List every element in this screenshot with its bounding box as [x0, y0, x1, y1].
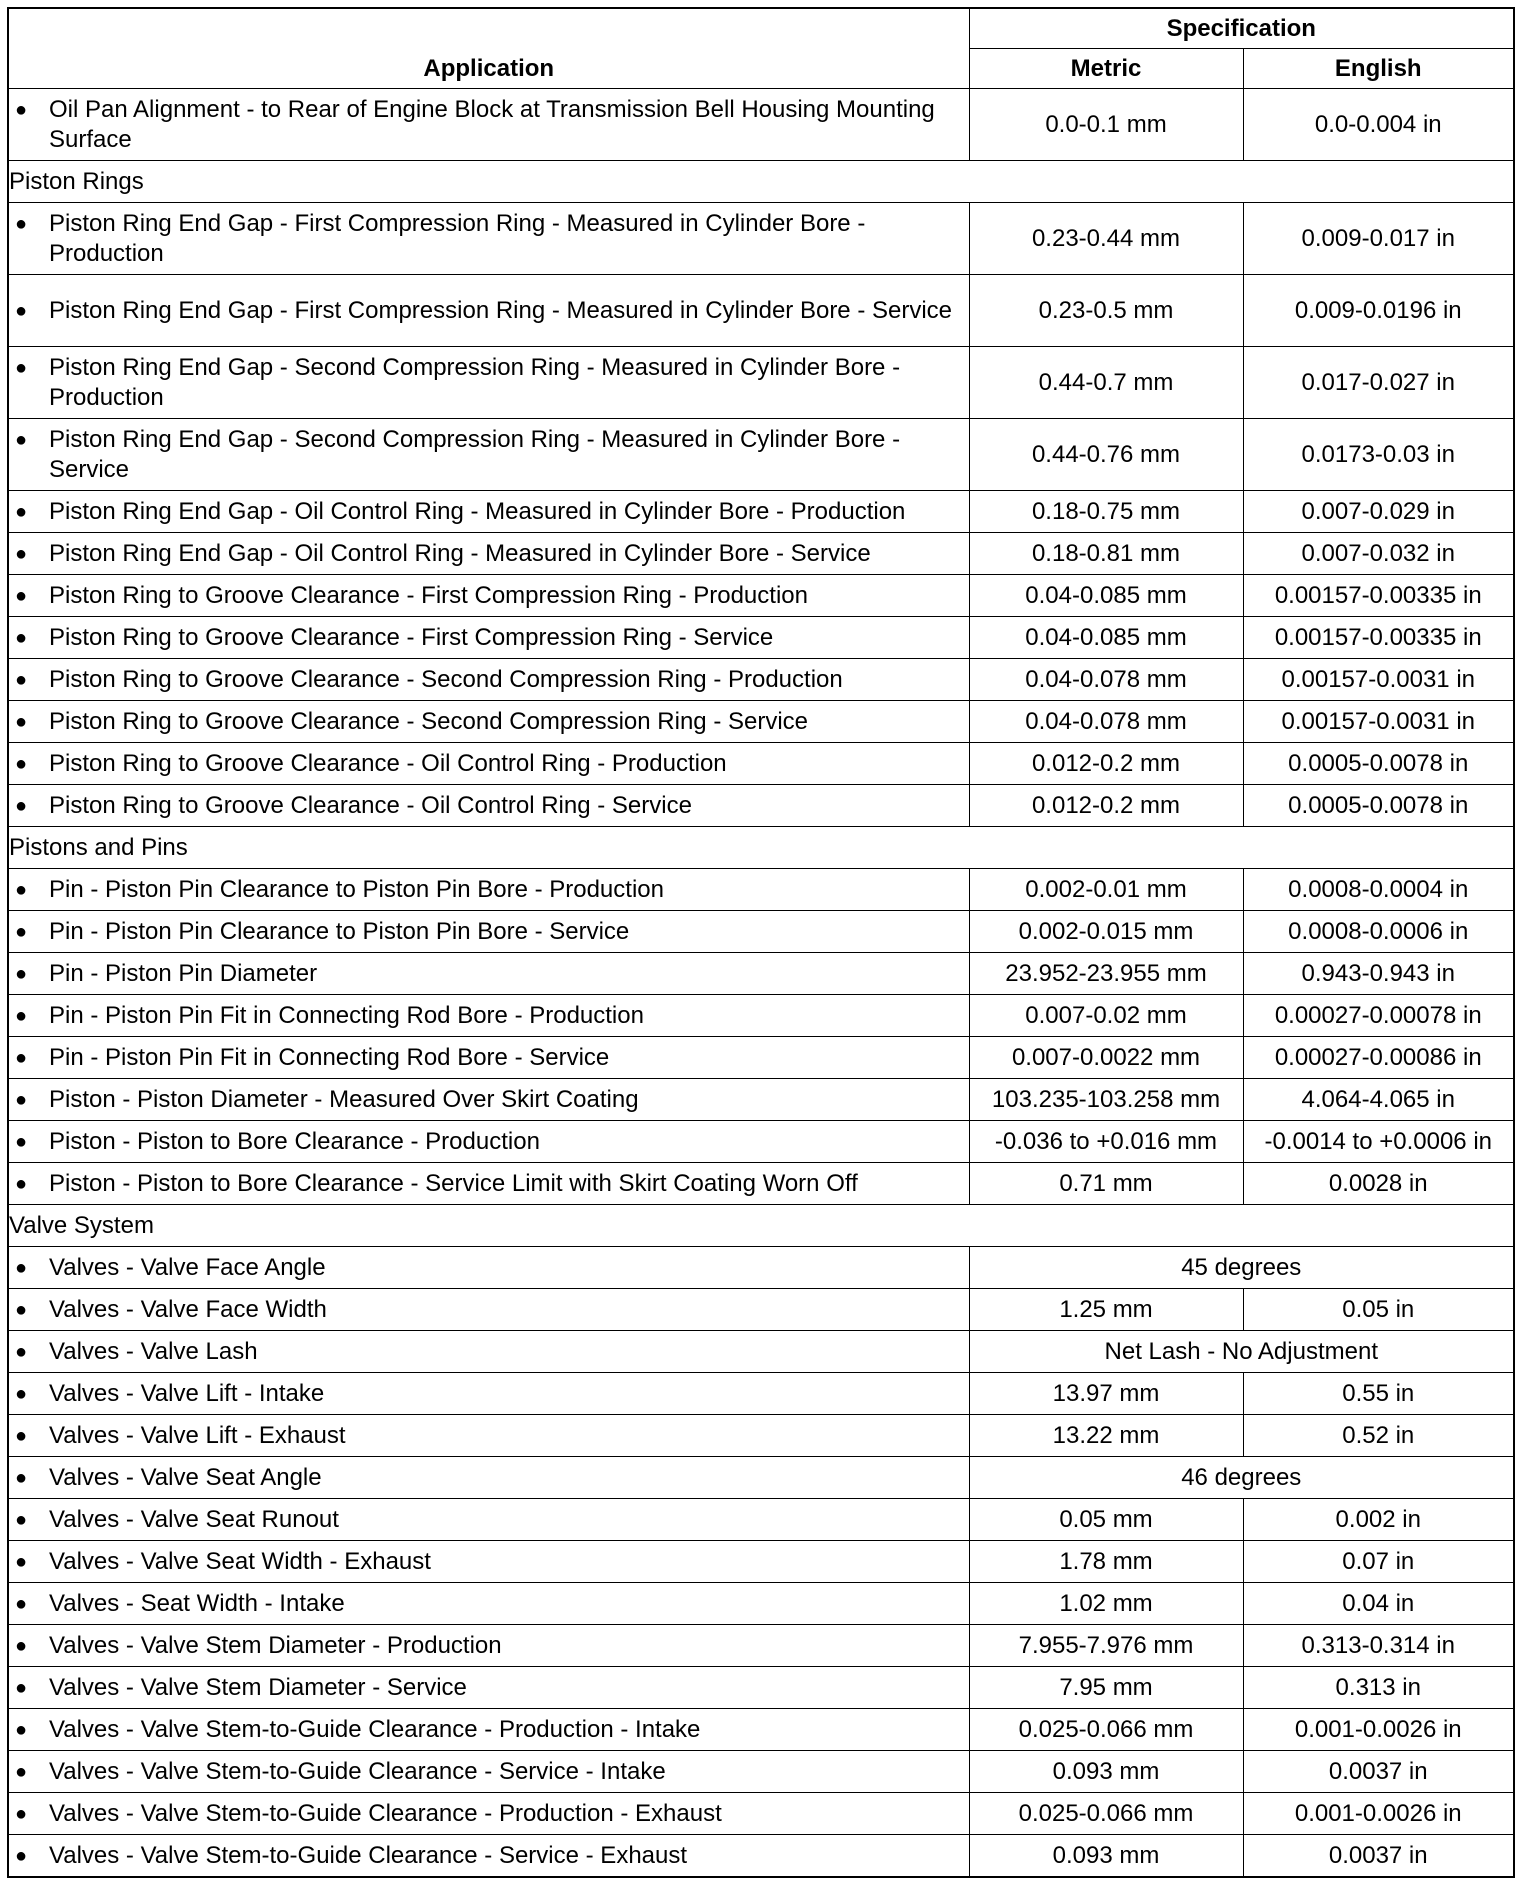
table-row [8, 1079, 1514, 1121]
table-row [8, 953, 1514, 995]
table-row [8, 1373, 1514, 1415]
application-text: Valves - Valve Face Angle [49, 1253, 326, 1281]
application-cell [8, 617, 969, 659]
application-cell [8, 533, 969, 575]
metric-cell: 0.05 mm [969, 1499, 1243, 1541]
table-row [8, 575, 1514, 617]
english-cell: 4.064-4.065 in [1243, 1079, 1514, 1121]
application-cell [8, 1541, 969, 1583]
application-text: Piston Ring to Groove Clearance - First Compression Ring - Service [49, 623, 774, 651]
header-row-top [8, 8, 1514, 49]
application-cell [8, 89, 969, 161]
bullet-icon: ● [15, 584, 28, 607]
bullet-icon: ● [15, 752, 28, 775]
combined-spec-cell: Net Lash - No Adjustment [969, 1331, 1514, 1373]
metric-cell: 0.007-0.0022 mm [969, 1037, 1243, 1079]
metric-cell: 1.02 mm [969, 1583, 1243, 1625]
application-text: Pin - Piston Pin Clearance to Piston Pin Bore - Service [49, 917, 630, 945]
application-cell [8, 1331, 969, 1373]
application-text: Piston Ring to Groove Clearance - Second Compression Ring - Service [49, 707, 809, 735]
metric-cell: 0.71 mm [969, 1163, 1243, 1205]
metric-cell: 0.18-0.81 mm [969, 533, 1243, 575]
application-cell [8, 1835, 969, 1878]
application-text: Piston Ring End Gap - First Compression Ring - Measured in Cylinder Bore - Service [49, 296, 953, 324]
bullet-icon: ● [15, 1592, 28, 1615]
table-row [8, 1751, 1514, 1793]
metric-cell: 0.04-0.078 mm [969, 659, 1243, 701]
table-row [8, 1121, 1514, 1163]
bullet-icon: ● [15, 668, 28, 691]
application-cell [8, 1289, 969, 1331]
application-cell [8, 1037, 969, 1079]
english-cell: 0.007-0.029 in [1243, 491, 1514, 533]
table-row [8, 911, 1514, 953]
application-cell [8, 1373, 969, 1415]
metric-cell: 0.0-0.1 mm [969, 89, 1243, 161]
table-row [8, 1793, 1514, 1835]
english-cell: 0.943-0.943 in [1243, 953, 1514, 995]
bullet-icon: ● [15, 500, 28, 523]
table-row [8, 785, 1514, 827]
english-cell: 0.0005-0.0078 in [1243, 743, 1514, 785]
section-row [8, 161, 1514, 203]
english-cell: 0.0028 in [1243, 1163, 1514, 1205]
bullet-icon: ● [15, 1424, 28, 1447]
english-cell: 0.0005-0.0078 in [1243, 785, 1514, 827]
application-text: Pin - Piston Pin Diameter [49, 959, 318, 987]
english-cell: 0.0037 in [1243, 1751, 1514, 1793]
application-text: Piston Ring End Gap - Second Compression Ring - Measured in Cylinder Bore - Production [49, 353, 901, 411]
metric-cell: 23.952-23.955 mm [969, 953, 1243, 995]
application-cell [8, 659, 969, 701]
bullet-icon: ● [15, 1256, 28, 1279]
application-cell [8, 1625, 969, 1667]
bullet-icon: ● [15, 1550, 28, 1573]
application-cell [8, 1583, 969, 1625]
application-cell [8, 203, 969, 275]
english-cell: 0.007-0.032 in [1243, 533, 1514, 575]
table-row [8, 203, 1514, 275]
metric-cell: 0.23-0.5 mm [969, 275, 1243, 347]
metric-cell: 0.04-0.085 mm [969, 617, 1243, 659]
application-text: Valves - Valve Lift - Exhaust [49, 1421, 346, 1449]
application-cell [8, 1247, 969, 1289]
english-cell: 0.313 in [1243, 1667, 1514, 1709]
metric-cell: 0.007-0.02 mm [969, 995, 1243, 1037]
application-text: Valves - Valve Seat Runout [49, 1505, 339, 1533]
table-row [8, 1541, 1514, 1583]
application-text: Piston Ring End Gap - First Compression Ring - Measured in Cylinder Bore - Production [49, 209, 866, 267]
bullet-icon: ● [15, 356, 28, 379]
application-cell [8, 995, 969, 1037]
bullet-icon: ● [15, 98, 28, 121]
table-row [8, 275, 1514, 347]
bullet-icon: ● [15, 626, 28, 649]
application-text: Pin - Piston Pin Clearance to Piston Pin Bore - Production [49, 875, 664, 903]
bullet-icon: ● [15, 1088, 28, 1111]
metric-cell: 7.95 mm [969, 1667, 1243, 1709]
bullet-icon: ● [15, 542, 28, 565]
bullet-icon: ● [15, 1802, 28, 1825]
table-row [8, 1163, 1514, 1205]
bullet-icon: ● [15, 1844, 28, 1867]
application-cell [8, 347, 969, 419]
table-row [8, 869, 1514, 911]
english-cell: 0.0037 in [1243, 1835, 1514, 1878]
bullet-icon: ● [15, 1340, 28, 1363]
english-cell: 0.55 in [1243, 1373, 1514, 1415]
section-title: Valve System [8, 1205, 1514, 1247]
metric-cell: 0.18-0.75 mm [969, 491, 1243, 533]
table-row [8, 1499, 1514, 1541]
table-row [8, 1625, 1514, 1667]
bullet-icon: ● [15, 212, 28, 235]
application-cell [8, 1457, 969, 1499]
bullet-icon: ● [15, 794, 28, 817]
application-text: Piston Ring to Groove Clearance - Second Compression Ring - Production [49, 665, 843, 693]
bullet-icon: ● [15, 1718, 28, 1741]
metric-cell: 13.22 mm [969, 1415, 1243, 1457]
table-row [8, 659, 1514, 701]
application-text: Piston - Piston to Bore Clearance - Production [49, 1127, 540, 1155]
application-cell [8, 1709, 969, 1751]
application-text: Valves - Valve Stem-to-Guide Clearance - Service - Intake [49, 1757, 666, 1785]
metric-cell: 0.04-0.078 mm [969, 701, 1243, 743]
table-row [8, 1289, 1514, 1331]
english-cell: 0.001-0.0026 in [1243, 1793, 1514, 1835]
metric-cell: 103.235-103.258 mm [969, 1079, 1243, 1121]
application-text: Piston Ring to Groove Clearance - Oil Control Ring - Service [49, 791, 692, 819]
english-cell: 0.0008-0.0004 in [1243, 869, 1514, 911]
english-cell: 0.009-0.0196 in [1243, 275, 1514, 347]
table-row [8, 533, 1514, 575]
application-cell [8, 491, 969, 533]
application-text: Valves - Valve Lash [49, 1337, 258, 1365]
application-text: Valves - Valve Seat Width - Exhaust [49, 1547, 431, 1575]
metric-cell: 0.025-0.066 mm [969, 1793, 1243, 1835]
application-cell [8, 1793, 969, 1835]
metric-header: Metric [969, 49, 1243, 89]
section-row [8, 1205, 1514, 1247]
english-cell: 0.04 in [1243, 1583, 1514, 1625]
application-text: Pin - Piston Pin Fit in Connecting Rod Bore - Production [49, 1001, 644, 1029]
metric-cell: 1.25 mm [969, 1289, 1243, 1331]
application-cell [8, 1667, 969, 1709]
bullet-icon: ● [15, 962, 28, 985]
application-text: Valves - Valve Seat Angle [49, 1463, 322, 1491]
bullet-icon: ● [15, 1004, 28, 1027]
application-cell [8, 1415, 969, 1457]
table-row [8, 617, 1514, 659]
metric-cell: 0.025-0.066 mm [969, 1709, 1243, 1751]
application-text: Valves - Valve Lift - Intake [49, 1379, 325, 1407]
metric-cell: 7.955-7.976 mm [969, 1625, 1243, 1667]
table-body [8, 89, 1514, 1878]
metric-cell: -0.036 to +0.016 mm [969, 1121, 1243, 1163]
table-row [8, 1415, 1514, 1457]
english-cell: 0.0-0.004 in [1243, 89, 1514, 161]
application-cell [8, 743, 969, 785]
table-row [8, 347, 1514, 419]
english-cell: -0.0014 to +0.0006 in [1243, 1121, 1514, 1163]
table-row [8, 1583, 1514, 1625]
english-cell: 0.52 in [1243, 1415, 1514, 1457]
english-cell: 0.001-0.0026 in [1243, 1709, 1514, 1751]
application-cell [8, 575, 969, 617]
application-header: Application [8, 8, 969, 89]
english-cell: 0.05 in [1243, 1289, 1514, 1331]
table-row [8, 1709, 1514, 1751]
table-row [8, 491, 1514, 533]
application-cell [8, 275, 969, 347]
bullet-icon: ● [15, 710, 28, 733]
application-text: Piston - Piston to Bore Clearance - Service Limit with Skirt Coating Worn Off [49, 1169, 858, 1197]
bullet-icon: ● [15, 428, 28, 451]
application-text: Valves - Valve Stem-to-Guide Clearance - Service - Exhaust [49, 1841, 688, 1869]
metric-cell: 0.44-0.76 mm [969, 419, 1243, 491]
table-row [8, 419, 1514, 491]
application-text: Valves - Valve Stem Diameter - Production [49, 1631, 502, 1659]
english-cell: 0.002 in [1243, 1499, 1514, 1541]
application-text: Valves - Seat Width - Intake [49, 1589, 345, 1617]
english-cell: 0.0173-0.03 in [1243, 419, 1514, 491]
section-title: Pistons and Pins [8, 827, 1514, 869]
bullet-icon: ● [15, 1634, 28, 1657]
english-cell: 0.009-0.017 in [1243, 203, 1514, 275]
application-cell [8, 1121, 969, 1163]
bullet-icon: ● [15, 1382, 28, 1405]
bullet-icon: ● [15, 1172, 28, 1195]
table-row [8, 1247, 1514, 1289]
english-cell: 0.07 in [1243, 1541, 1514, 1583]
application-cell [8, 419, 969, 491]
bullet-icon: ● [15, 1046, 28, 1069]
table-row [8, 1835, 1514, 1878]
application-text: Piston Ring End Gap - Oil Control Ring - Measured in Cylinder Bore - Service [49, 539, 871, 567]
application-cell [8, 701, 969, 743]
application-text: Piston Ring End Gap - Second Compression Ring - Measured in Cylinder Bore - Service [49, 425, 901, 483]
specification-header: Specification [969, 8, 1514, 49]
table-row [8, 89, 1514, 161]
english-cell: 0.00157-0.0031 in [1243, 659, 1514, 701]
table-row [8, 995, 1514, 1037]
bullet-icon: ● [15, 920, 28, 943]
application-text: Valves - Valve Stem-to-Guide Clearance - Production - Intake [49, 1715, 701, 1743]
application-cell [8, 1751, 969, 1793]
english-cell: 0.00157-0.00335 in [1243, 575, 1514, 617]
application-text: Piston Ring to Groove Clearance - Oil Control Ring - Production [49, 749, 727, 777]
section-title: Piston Rings [8, 161, 1514, 203]
application-text: Piston Ring to Groove Clearance - First Compression Ring - Production [49, 581, 808, 609]
table-row [8, 1331, 1514, 1373]
metric-cell: 1.78 mm [969, 1541, 1243, 1583]
specification-table [7, 7, 1515, 1878]
metric-cell: 0.012-0.2 mm [969, 743, 1243, 785]
application-cell [8, 1163, 969, 1205]
application-cell [8, 785, 969, 827]
section-row [8, 827, 1514, 869]
english-cell: 0.00157-0.00335 in [1243, 617, 1514, 659]
application-text: Valves - Valve Stem Diameter - Service [49, 1673, 467, 1701]
table-row [8, 1037, 1514, 1079]
application-text: Oil Pan Alignment - to Rear of Engine Block at Transmission Bell Housing Mounting Surface [49, 95, 935, 153]
bullet-icon: ● [15, 1466, 28, 1489]
bullet-icon: ● [15, 299, 28, 322]
bullet-icon: ● [15, 1760, 28, 1783]
application-cell [8, 953, 969, 995]
application-text: Valves - Valve Face Width [49, 1295, 327, 1323]
metric-cell: 13.97 mm [969, 1373, 1243, 1415]
table-row [8, 1457, 1514, 1499]
application-text: Piston Ring End Gap - Oil Control Ring - Measured in Cylinder Bore - Production [49, 497, 906, 525]
application-cell [8, 1499, 969, 1541]
application-cell [8, 911, 969, 953]
metric-cell: 0.093 mm [969, 1751, 1243, 1793]
english-cell: 0.0008-0.0006 in [1243, 911, 1514, 953]
metric-cell: 0.23-0.44 mm [969, 203, 1243, 275]
metric-cell: 0.002-0.015 mm [969, 911, 1243, 953]
english-cell: 0.017-0.027 in [1243, 347, 1514, 419]
table-row [8, 743, 1514, 785]
bullet-icon: ● [15, 1676, 28, 1699]
bullet-icon: ● [15, 878, 28, 901]
metric-cell: 0.012-0.2 mm [969, 785, 1243, 827]
bullet-icon: ● [15, 1298, 28, 1321]
bullet-icon: ● [15, 1130, 28, 1153]
english-cell: 0.00027-0.00086 in [1243, 1037, 1514, 1079]
application-text: Valves - Valve Stem-to-Guide Clearance - Production - Exhaust [49, 1799, 722, 1827]
metric-cell: 0.44-0.7 mm [969, 347, 1243, 419]
english-header: English [1243, 49, 1514, 89]
metric-cell: 0.093 mm [969, 1835, 1243, 1878]
application-text: Pin - Piston Pin Fit in Connecting Rod Bore - Service [49, 1043, 610, 1071]
table-row [8, 701, 1514, 743]
metric-cell: 0.002-0.01 mm [969, 869, 1243, 911]
application-cell [8, 1079, 969, 1121]
english-cell: 0.00157-0.0031 in [1243, 701, 1514, 743]
combined-spec-cell: 45 degrees [969, 1247, 1514, 1289]
metric-cell: 0.04-0.085 mm [969, 575, 1243, 617]
table-row [8, 1667, 1514, 1709]
application-cell [8, 869, 969, 911]
english-cell: 0.00027-0.00078 in [1243, 995, 1514, 1037]
combined-spec-cell: 46 degrees [969, 1457, 1514, 1499]
application-text: Piston - Piston Diameter - Measured Over Skirt Coating [49, 1085, 639, 1113]
english-cell: 0.313-0.314 in [1243, 1625, 1514, 1667]
bullet-icon: ● [15, 1508, 28, 1531]
